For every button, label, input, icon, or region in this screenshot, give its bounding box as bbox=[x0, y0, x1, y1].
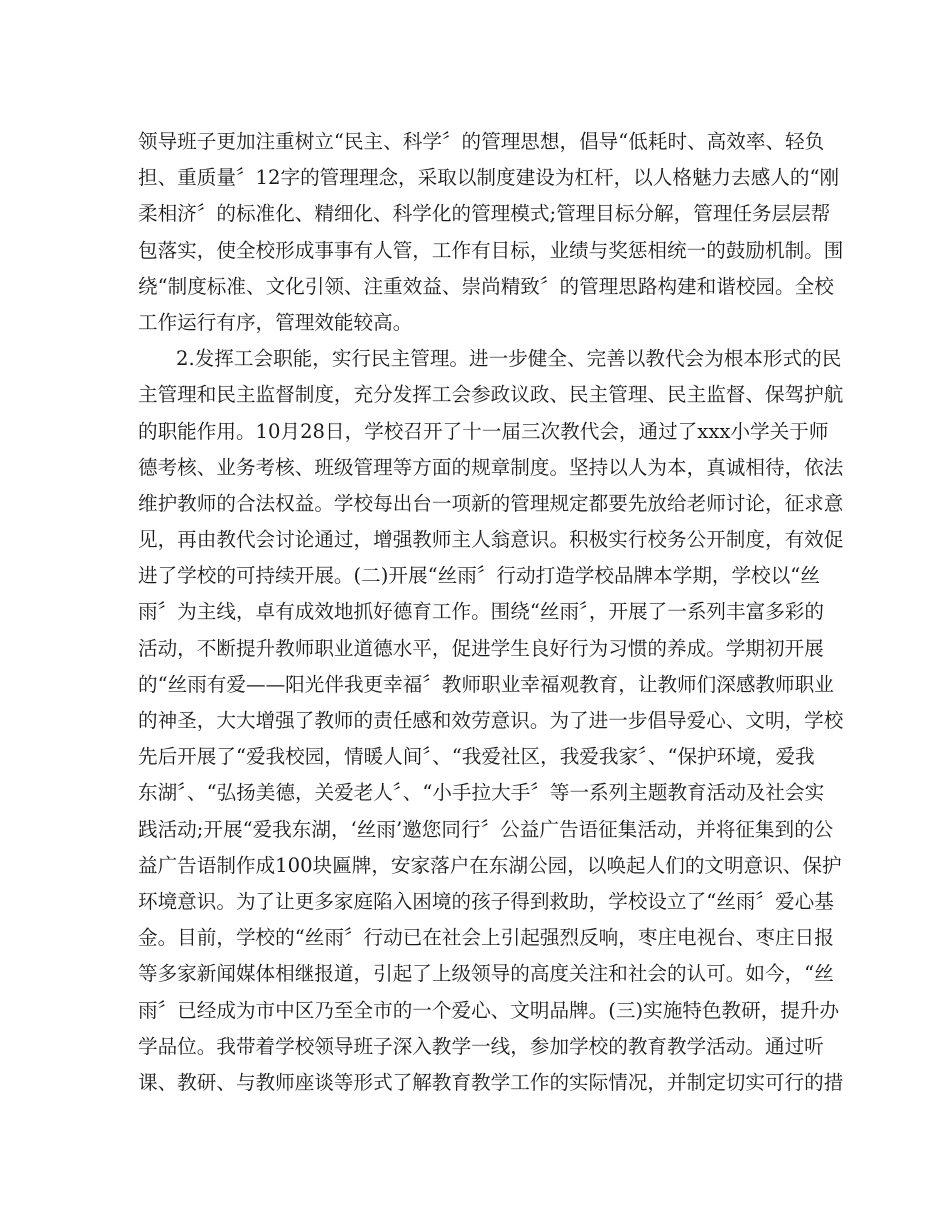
text-line: 等多家新闻媒体相继报道，引起了上级领导的高度关注和社会的认可。如今，“丝 bbox=[138, 962, 834, 986]
text-line: 学品位。我带着学校领导班子深入教学一线，参加学校的教育教学活动。通过听 bbox=[138, 1034, 824, 1058]
text-line: 金。目前，学校的“丝雨〞行动已在社会上引起强烈反响，枣庄电视台、枣庄日报 bbox=[138, 926, 834, 950]
paragraph-2 bbox=[138, 341, 844, 1101]
text-line: 的神圣，大大增强了教师的责任感和效劳意识。为了进一步倡导爱心、文明，学校 bbox=[138, 709, 844, 732]
text-line: 课、教研、与教师座谈等形式了解教育教学工作的实际情况，并制定切实可行的措 bbox=[138, 1070, 844, 1094]
text-line: 益广告语制作成100块匾牌，安家落户在东湖公园，以唤起人们的文明意识、保护 bbox=[138, 853, 842, 877]
text-line: 的“丝雨有爱——阳光伴我更幸福〞教师职业幸福观教育，让教师们深感教师职业 bbox=[138, 672, 834, 696]
text-line: 东湖〞、“弘扬美德，关爱老人〞、“小手拉大手〞等一系列主题教育活动及社会实 bbox=[138, 781, 825, 805]
text-line: 先后开展了“爱我校园，情暖人间〞、“我爱社区，我爱我家〞、“保护环境，爱我 bbox=[138, 745, 815, 769]
text-line: 德考核、业务考核、班级管理等方面的规章制度。坚持以人为本，真诚相待，依法 bbox=[138, 455, 844, 479]
text-line: 进了学校的可持续开展。(二)开展“丝雨〞行动打造学校品牌本学期，学校以“丝 bbox=[138, 564, 820, 588]
text-line: 担、重质量〞12字的管理理念，采取以制度建设为杠杆，以人格魅力去感人的“刚 bbox=[138, 166, 840, 190]
text-line: 绕“制度标准、文化引领、注重效益、崇尚精致〞的管理思路构建和谐校园。全校 bbox=[138, 274, 834, 298]
text-line: 工作运行有序，管理效能较高。 bbox=[138, 310, 413, 334]
paragraph-1 bbox=[138, 124, 844, 341]
text-line: 雨〞已经成为市中区乃至全市的一个爱心、文明品牌。(三)实施特色教研，提升办 bbox=[138, 998, 840, 1022]
text-line: 环境意识。为了让更多家庭陷入困境的孩子得到救助，学校设立了“丝雨〞爱心基 bbox=[138, 889, 834, 913]
text-line: 领导班子更加注重树立“民主、科学〞的管理思想，倡导“低耗时、高效率、轻负 bbox=[138, 130, 825, 153]
text-line: 包落实，使全校形成事事有人管，工作有目标，业绩与奖惩相统一的鼓励机制。围 bbox=[138, 238, 844, 262]
text-line: 活动，不断提升教师职业道德水平，促进学生良好行为习惯的养成。学期初开展 bbox=[138, 636, 824, 660]
text-line: 柔相济〞的标准化、精细化、科学化的管理模式;管理目标分解，管理任务层层帮 bbox=[138, 202, 831, 226]
document-body bbox=[138, 124, 844, 1101]
text-line: 践活动;开展“爱我东湖，‘丝雨’邀您同行〞公益广告语征集活动，并将征集到的公 bbox=[138, 817, 834, 841]
text-line: 主管理和民主监督制度，充分发挥工会参政议政、民主管理、民主监督、保驾护航 bbox=[138, 383, 844, 407]
text-line: 的职能作用。10月28日，学校召开了十一届三次教代会，通过了xxx小学关于师 bbox=[138, 419, 829, 443]
text-line: 雨〞为主线，卓有成效地抓好德育工作。围绕“丝雨〞，开展了一系列丰富多彩的 bbox=[138, 600, 824, 624]
text-line: 维护教师的合法权益。学校每出台一项新的管理规定都要先放给老师讨论，征求意 bbox=[138, 491, 844, 515]
text-line: 2.发挥工会职能，实行民主管理。进一步健全、完善以教代会为根本形式的民 bbox=[176, 347, 842, 371]
text-line: 见，再由教代会讨论通过，增强教师主人翁意识。积极实行校务公开制度，有效促 bbox=[138, 528, 844, 552]
